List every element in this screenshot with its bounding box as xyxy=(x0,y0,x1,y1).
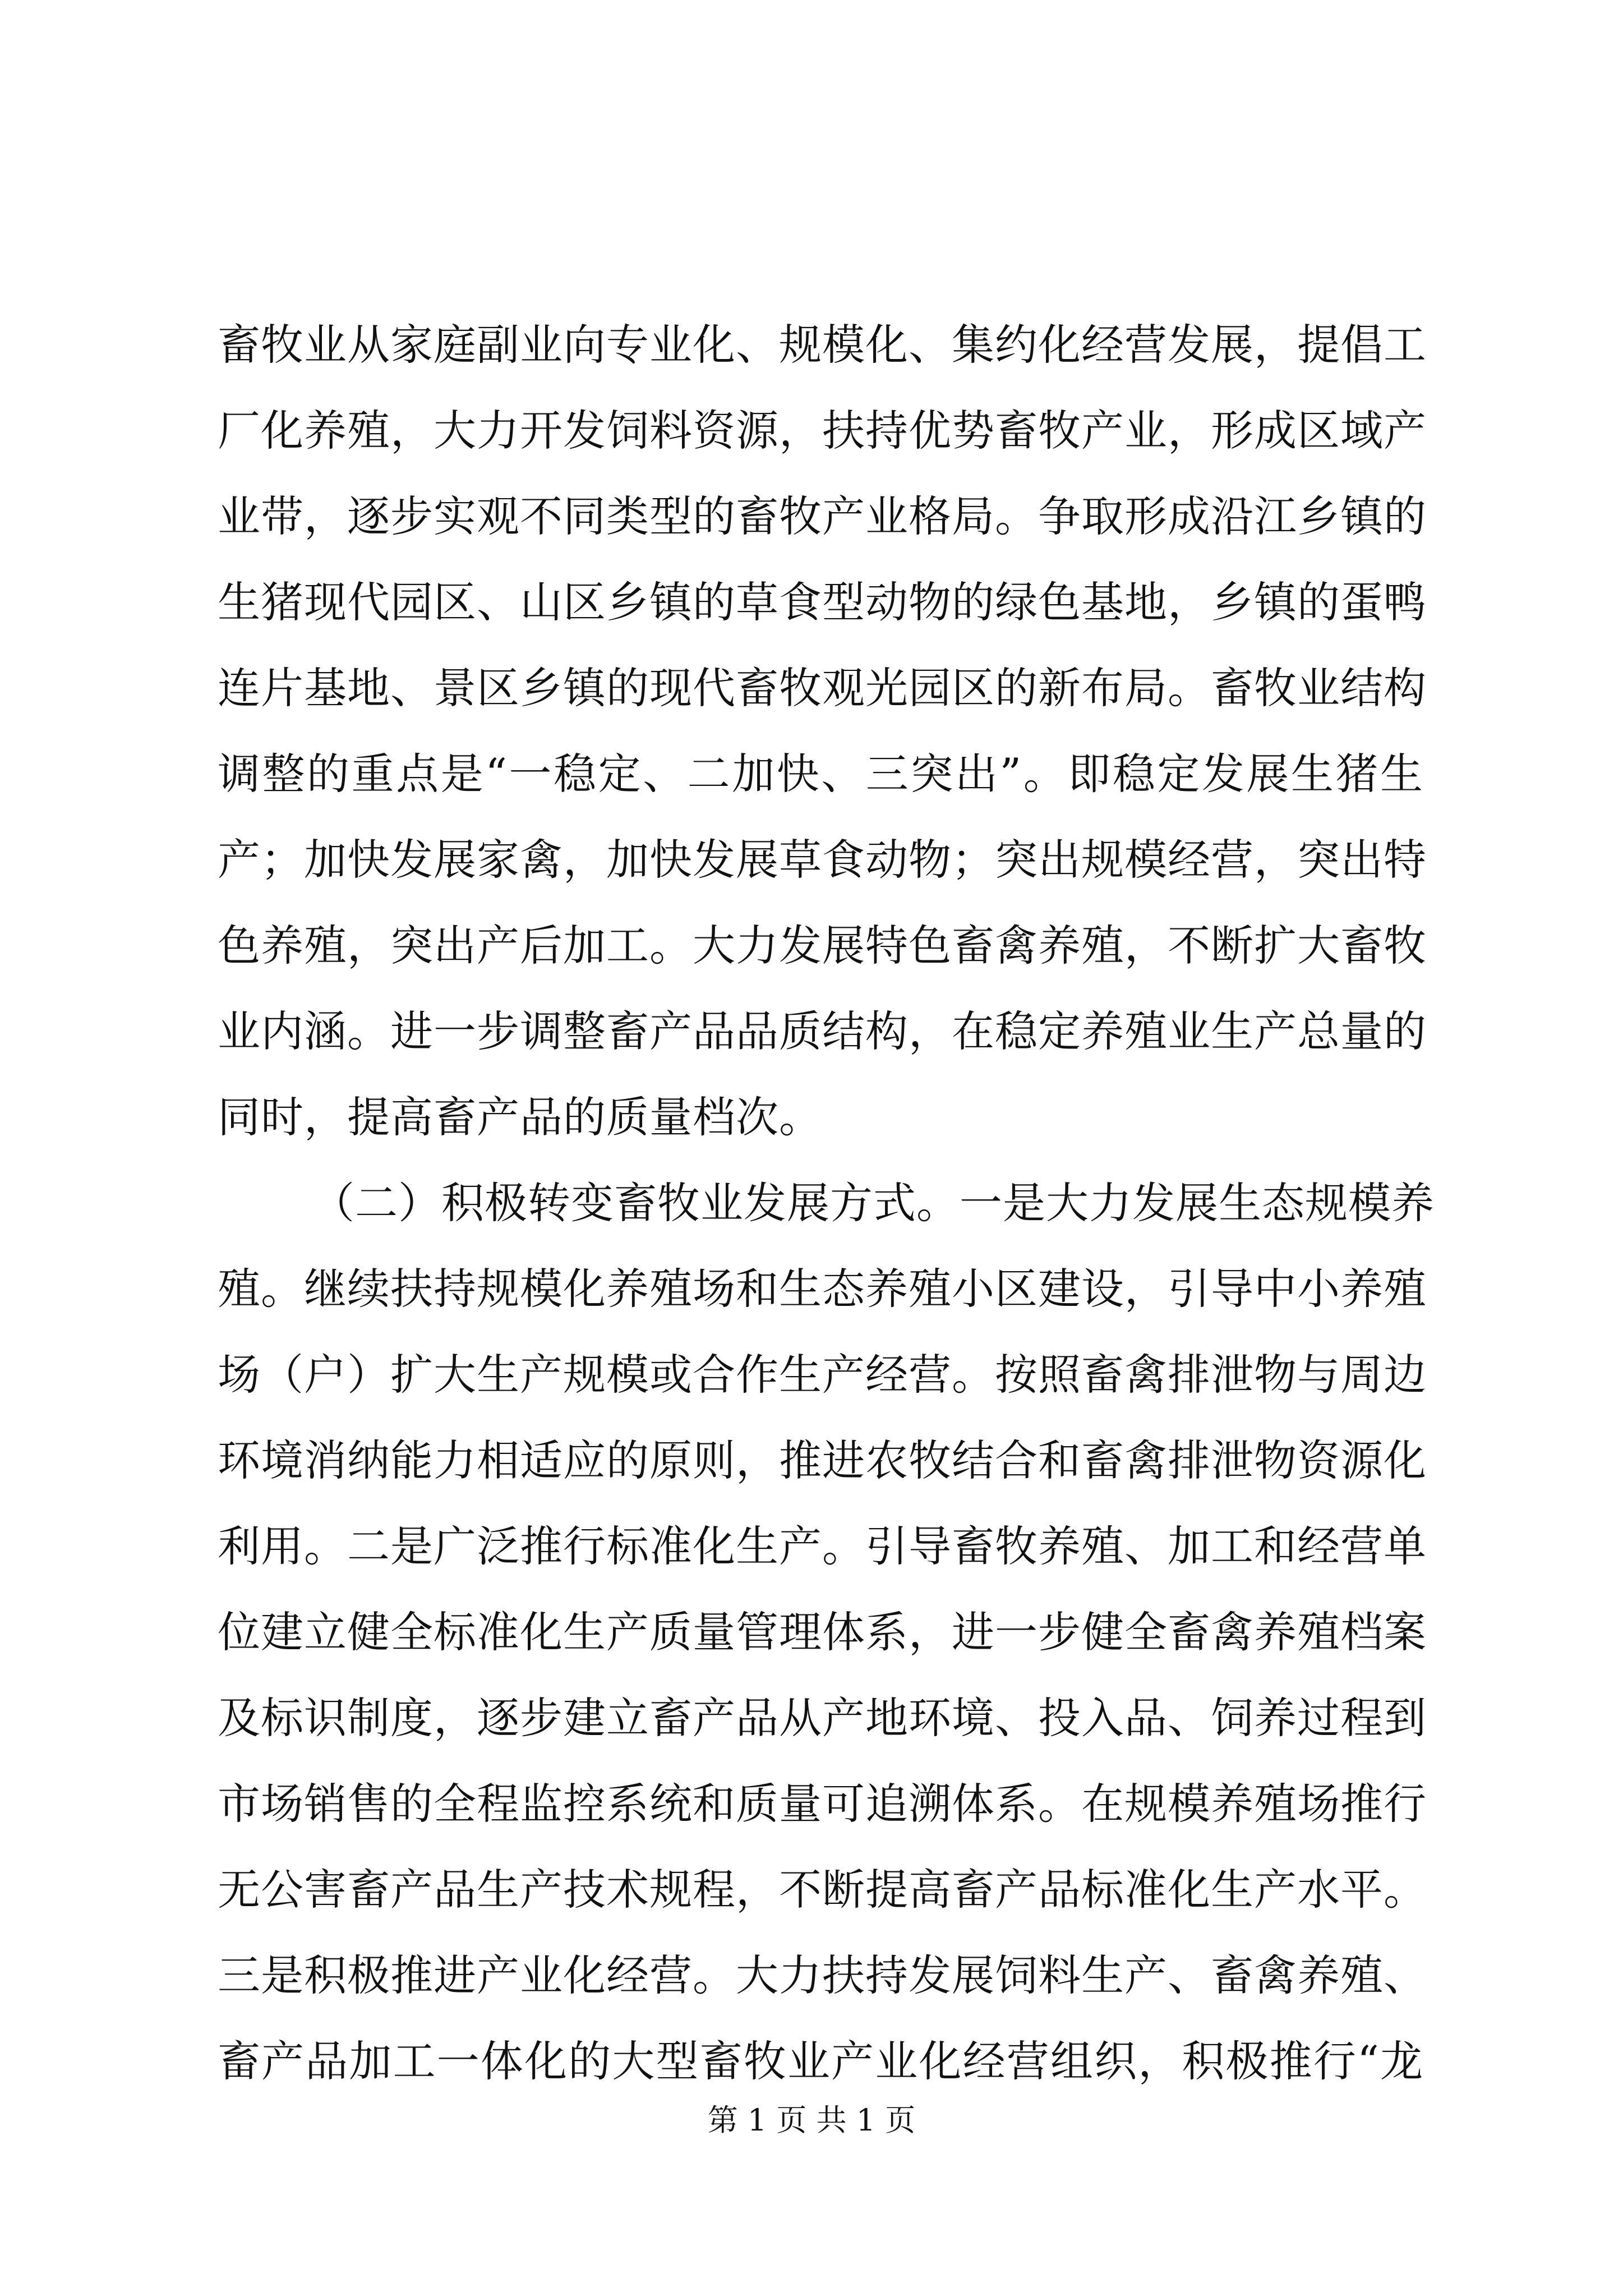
paragraph-1-line-2: 厂化养殖，大力开发饲料资源，扶持优势畜牧产业，形成区域产 xyxy=(218,406,1427,455)
paragraph-2-line-11: 畜产品加工一体化的大型畜牧业产业化经营组织，积极推行“龙 xyxy=(218,2036,1423,2086)
paragraph-2-line-10: 三是积极推进产业化经营。大力扶持发展饲料生产、畜禽养殖、 xyxy=(218,1950,1427,2000)
paragraph-2-line-4: 环境消纳能力相适应的原则，推进农牧结合和畜禽排泄物资源化 xyxy=(218,1435,1427,1485)
paragraph-2-line-5: 利用。二是广泛推行标准化生产。引导畜牧养殖、加工和经营单 xyxy=(218,1521,1427,1571)
paragraph-1-line-10: 同时，提高畜产品的质量档次。 xyxy=(218,1092,822,1142)
paragraph-1-line-8: 色养殖，突出产后加工。大力发展特色畜禽养殖，不断扩大畜牧 xyxy=(218,921,1427,970)
paragraph-2-line-7: 及标识制度，逐步建立畜产品从产地环境、投入品、饲养过程到 xyxy=(218,1693,1427,1743)
page-number-footer: 第 1 页 共 1 页 xyxy=(707,2102,916,2138)
paragraph-2-line-2: 殖。继续扶持规模化养殖场和生态养殖小区建设，引导中小养殖 xyxy=(218,1264,1427,1314)
document-body xyxy=(218,302,1435,2104)
paragraph-1-line-9: 业内涵。进一步调整畜产品品质结构，在稳定养殖业生产总量的 xyxy=(218,1006,1427,1056)
paragraph-1-line-1: 畜牧业从家庭副业向专业化、规模化、集约化经营发展，提倡工 xyxy=(218,320,1427,370)
paragraph-1-line-7: 产；加快发展家禽，加快发展草食动物；突出规模经营，突出特 xyxy=(218,835,1427,885)
paragraph-2-line-6: 位建立健全标准化生产质量管理体系，进一步健全畜禽养殖档案 xyxy=(218,1607,1427,1657)
paragraph-1-line-6: 调整的重点是“一稳定、二加快、三突出”。即稳定发展生猪生 xyxy=(218,749,1423,799)
paragraph-2-line-8: 市场销售的全程监控系统和质量可追溯体系。在规模养殖场推行 xyxy=(218,1779,1427,1829)
paragraph-2-line-3: 场（户）扩大生产规模或合作生产经营。按照畜禽排泄物与周边 xyxy=(218,1350,1427,1400)
paragraph-1-line-5: 连片基地、景区乡镇的现代畜牧观光园区的新布局。畜牧业结构 xyxy=(218,663,1427,713)
paragraph-1-line-3: 业带，逐步实观不同类型的畜牧产业格局。争取形成沿江乡镇的 xyxy=(218,491,1427,541)
paragraph-2-line-1: （二）积极转变畜牧业发展方式。一是大力发展生态规模养 xyxy=(312,1178,1435,1228)
paragraph-2-line-9: 无公害畜产品生产技术规程，不断提高畜产品标准化生产水平。 xyxy=(218,1865,1427,1915)
paragraph-1-line-4: 生猪现代园区、山区乡镇的草食型动物的绿色基地，乡镇的蛋鸭 xyxy=(218,577,1427,627)
